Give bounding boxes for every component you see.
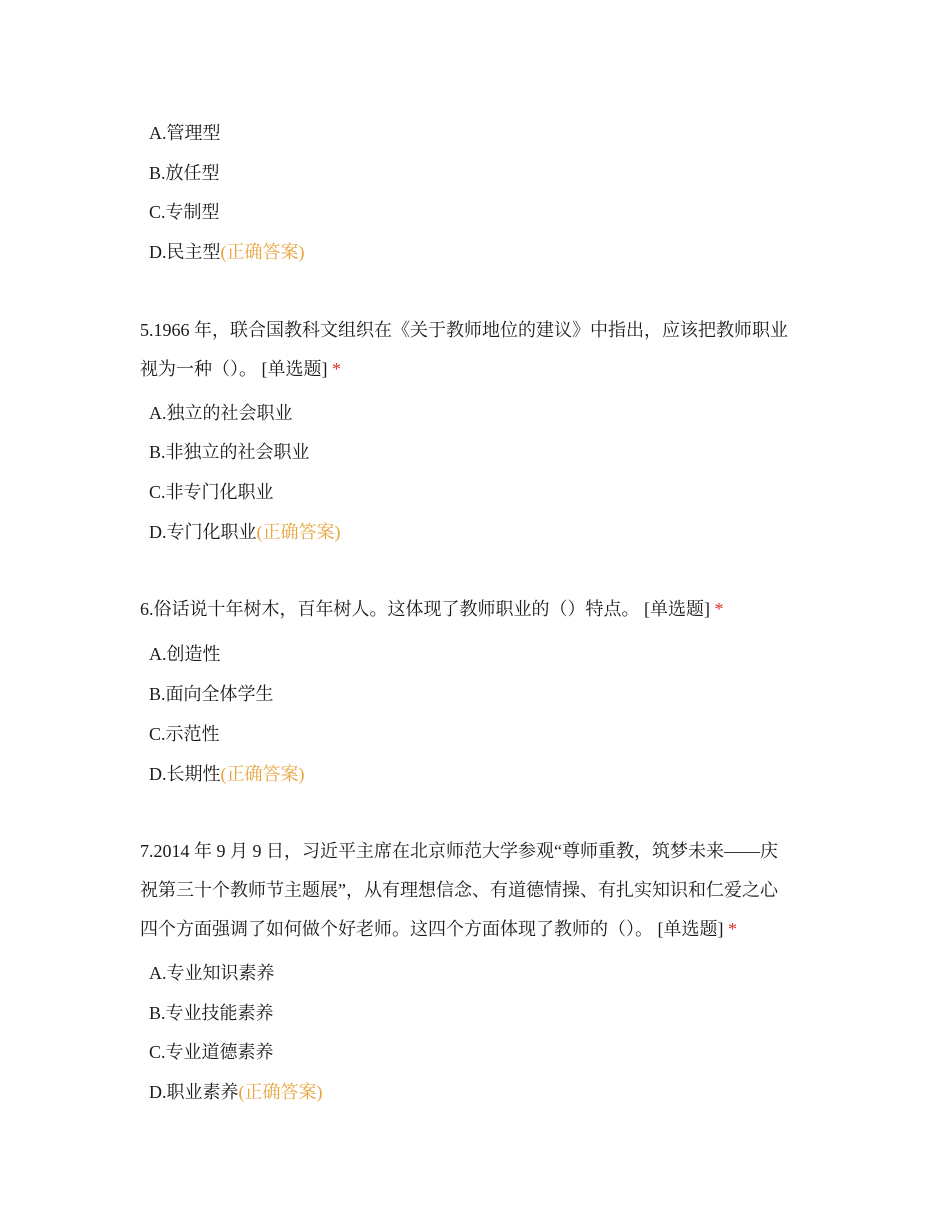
option-label: D.长期性	[149, 764, 221, 784]
option-label: B.非独立的社会职业	[149, 442, 310, 462]
option-label: C.专制型	[149, 202, 220, 222]
q6-option-a	[149, 642, 221, 666]
option-label: A.创造性	[149, 644, 221, 664]
question-line: 7.2014 年 9 月 9 日，习近平主席在北京师范大学参观“尊师重教，筑梦未来——庆	[140, 841, 778, 861]
q7-option-a	[149, 961, 275, 985]
option-label: C.专业道德素养	[149, 1042, 274, 1062]
option-label: A.独立的社会职业	[149, 403, 293, 423]
q5-option-b	[149, 440, 310, 464]
option-label: A.专业知识素养	[149, 963, 275, 983]
option-label: B.专业技能素养	[149, 1003, 274, 1023]
q5-option-d	[149, 520, 341, 544]
option-label: A.管理型	[149, 123, 221, 143]
question-line-last	[140, 350, 820, 389]
q7-option-c	[149, 1040, 274, 1064]
q6-option-b	[149, 682, 274, 706]
question-line: 6.俗话说十年树木，百年树人。这体现了教师职业的（）特点。	[140, 599, 640, 619]
required-mark: *	[332, 359, 341, 379]
q4-option-d	[149, 240, 305, 264]
question-line: 视为一种（）。	[140, 359, 257, 379]
option-label: B.放任型	[149, 163, 220, 183]
option-label: C.示范性	[149, 724, 220, 744]
question-type-tag: [单选题]	[261, 359, 328, 379]
required-mark: *	[714, 599, 724, 619]
correct-answer-tag: (正确答案)	[238, 1082, 323, 1102]
question-text	[140, 590, 820, 629]
question-line: 5.1966 年，联合国教科文组织在《关于教师地位的建议》中指出，应该把教师职业	[140, 320, 788, 340]
option-label: D.民主型	[149, 242, 221, 262]
q4-option-b	[149, 161, 220, 185]
correct-answer-tag: (正确答案)	[256, 522, 341, 542]
question-line: 祝第三十个教师节主题展”，从有理想信念、有道德情操、有扎实知识和仁爱之心	[140, 880, 778, 900]
q7-option-d	[149, 1080, 323, 1104]
question-line: 四个方面强调了如何做个好老师。这四个方面体现了教师的（）。	[140, 919, 653, 939]
q4-option-a	[149, 121, 221, 145]
q5-option-a	[149, 401, 293, 425]
q6-option-d	[149, 762, 305, 786]
q5-option-c	[149, 480, 274, 504]
question-type-tag: [单选题]	[657, 919, 724, 939]
option-label: C.非专门化职业	[149, 482, 274, 502]
question-text	[140, 832, 820, 949]
question-type-tag: [单选题]	[644, 599, 710, 619]
q4-option-c	[149, 200, 220, 224]
q6-option-c	[149, 722, 220, 746]
question-text	[140, 311, 820, 389]
question-line-last	[140, 910, 820, 949]
option-label: B.面向全体学生	[149, 684, 274, 704]
required-mark: *	[728, 919, 737, 939]
correct-answer-tag: (正确答案)	[220, 764, 305, 784]
correct-answer-tag: (正确答案)	[220, 242, 305, 262]
question-line-last	[140, 590, 820, 629]
q7-option-b	[149, 1001, 274, 1025]
option-label: D.职业素养	[149, 1082, 239, 1102]
option-label: D.专门化职业	[149, 522, 257, 542]
